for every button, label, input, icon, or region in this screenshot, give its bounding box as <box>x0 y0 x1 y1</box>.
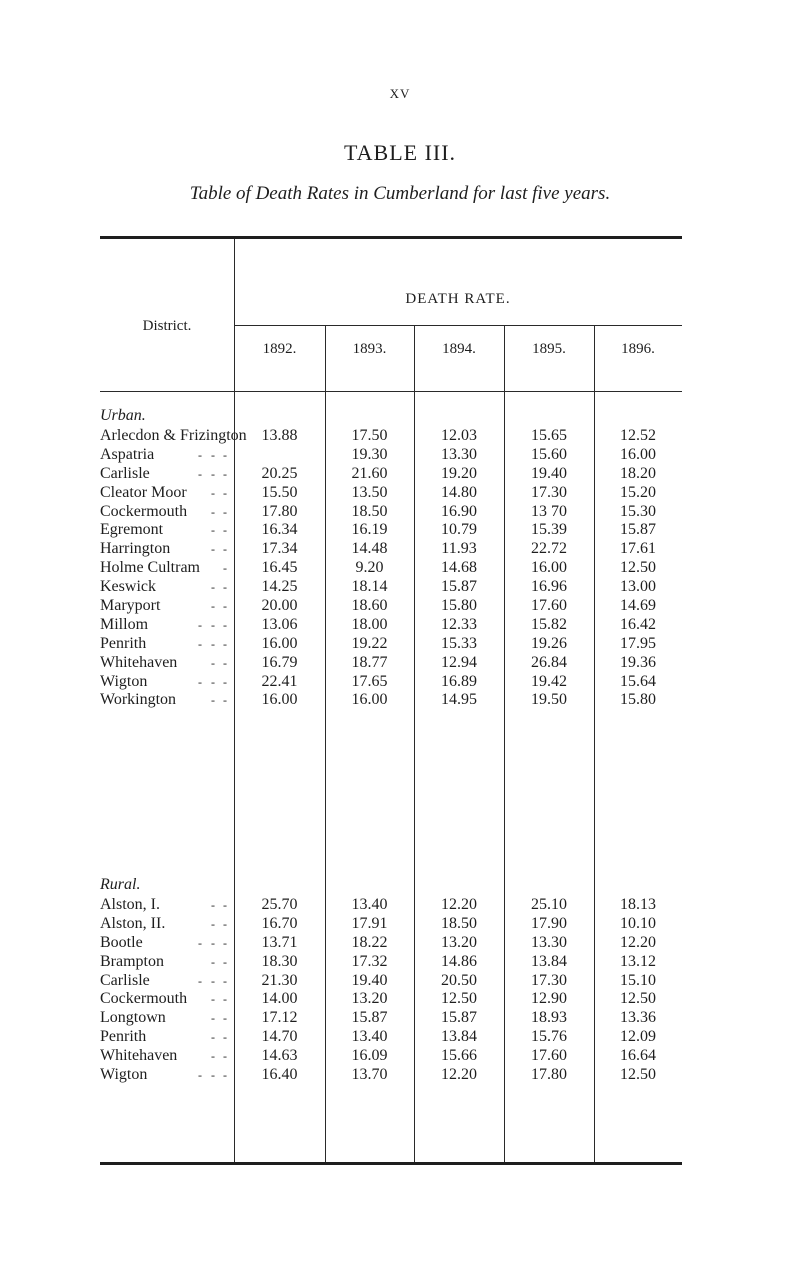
death-rate-cell: 13.00 <box>620 578 656 596</box>
district-name: Maryport <box>100 597 161 615</box>
district-name: Whitehaven <box>100 1047 178 1065</box>
death-rate-cell: 17.50 <box>351 427 388 444</box>
death-rate-cell: 16.90 <box>441 502 477 520</box>
death-rate-cell: 16.89 <box>441 672 477 690</box>
death-rate-cell: 20.25 <box>261 464 298 482</box>
death-rate-cell: 13.70 <box>351 1066 388 1084</box>
leader-dash: - <box>223 898 227 912</box>
death-rate-cell: 16.19 <box>351 521 388 539</box>
leader-dash: - <box>223 674 227 689</box>
death-rate-cell: 16.70 <box>261 914 298 932</box>
year-header-1892: 1892. <box>262 341 297 357</box>
death-rate-cell: 21.30 <box>261 971 298 989</box>
death-rate-cell: 12.50 <box>441 990 477 1008</box>
death-rate-cell: 15.65 <box>531 427 567 444</box>
death-rate-cell: 13.40 <box>351 1028 388 1046</box>
leader-dash: - <box>211 655 215 670</box>
death-rate-cell: 19.22 <box>351 634 388 652</box>
death-rate-cell: 15.30 <box>620 502 656 520</box>
death-rate-cell: 17.60 <box>531 1047 567 1065</box>
death-rate-cell: 16.00 <box>261 691 298 709</box>
death-rate-cell: 15.20 <box>620 483 656 501</box>
death-rate-cell: 13.71 <box>261 933 298 951</box>
table-row <box>100 1066 682 1085</box>
district-name: Cleator Moor <box>100 483 187 501</box>
leader-dash: - <box>198 1068 202 1083</box>
death-rate-cell: 19.26 <box>531 634 567 652</box>
table-row <box>100 673 682 692</box>
death-rate-cell: 12.20 <box>441 896 477 913</box>
leader-dash: - <box>223 655 227 670</box>
district-name: Alston, II. <box>100 914 166 932</box>
death-rate-cell: 13.88 <box>261 427 298 444</box>
death-rate-cell: 16.09 <box>351 1047 388 1065</box>
district-name: Holme Cultram <box>100 559 200 577</box>
death-rate-cell: 16.45 <box>261 559 298 577</box>
table-row <box>100 1009 682 1028</box>
district-name: Egremont <box>100 521 164 539</box>
leader-dash: - <box>211 636 215 651</box>
death-rate-cell: 15.60 <box>531 445 567 463</box>
table-row <box>100 465 682 484</box>
death-rate-cell: 14.69 <box>620 597 656 615</box>
death-rate-cell: 16.00 <box>531 559 567 577</box>
death-rate-cell: 16.96 <box>531 578 567 596</box>
death-rate-cell: 18.20 <box>620 464 656 482</box>
district-name: Harrington <box>100 540 171 558</box>
death-rate-cell: 12.03 <box>441 427 477 444</box>
table-row <box>100 540 682 559</box>
death-rate-cell: 13 70 <box>531 502 567 520</box>
leader-dash: - <box>223 1049 227 1064</box>
table-row <box>100 1047 682 1066</box>
death-rate-cell: 19.50 <box>531 691 567 709</box>
death-rate-cell: 15.50 <box>261 483 298 501</box>
district-name: Aspatria <box>100 445 155 463</box>
table-row <box>100 915 682 934</box>
leader-dash: - <box>211 1011 215 1026</box>
death-rate-cell: 17.65 <box>351 672 388 690</box>
death-rate-cell: 13.06 <box>261 615 298 633</box>
death-rate-cell: 16.00 <box>351 691 388 709</box>
section-label-rural: Rural. <box>100 876 141 893</box>
death-rate-cell: 14.63 <box>261 1047 298 1065</box>
table-bottom-rule <box>100 1162 682 1165</box>
district-name: Bootle <box>100 933 143 951</box>
district-name: Brampton <box>100 952 164 970</box>
leader-dash: - <box>211 523 215 538</box>
leader-dash: - <box>223 1030 227 1045</box>
leader-dash: - <box>223 523 227 538</box>
leader-dash: - <box>223 1068 227 1083</box>
death-rate-cell: 18.00 <box>351 615 388 633</box>
death-rate-cell: 15.66 <box>441 1047 477 1065</box>
leader-dash: - <box>211 935 215 950</box>
page-number: XV <box>389 86 411 101</box>
table-row <box>100 654 682 673</box>
death-rate-cell: 18.93 <box>531 1009 567 1027</box>
district-name: Cockermouth <box>100 502 188 520</box>
death-rate-cell: 12.90 <box>531 990 567 1008</box>
leader-dash: - <box>211 617 215 632</box>
table-title: TABLE III. <box>343 140 457 165</box>
death-rate-cell: 18.50 <box>351 502 388 520</box>
death-rate-cell: 22.41 <box>261 672 298 690</box>
death-rate-cell: 20.00 <box>261 597 298 615</box>
death-rate-cell: 11.93 <box>441 540 477 558</box>
death-rate-cell: 18.22 <box>351 933 388 951</box>
death-rate-cell: 19.40 <box>531 464 567 482</box>
death-rate-cell: 13.30 <box>531 933 567 951</box>
district-name: Whitehaven <box>100 653 178 671</box>
death-rate-cell: 10.79 <box>441 521 477 539</box>
death-rate-cell: 18.50 <box>441 914 477 932</box>
death-rate-cell: 19.40 <box>351 971 388 989</box>
death-rate-cell: 12.50 <box>620 990 656 1008</box>
death-rate-cell: 18.30 <box>261 952 298 970</box>
death-rate-cell: 13.20 <box>351 990 388 1008</box>
rural-rows <box>100 896 682 1085</box>
section-label-urban: Urban. <box>100 407 146 424</box>
death-rate-cell: 14.00 <box>261 990 298 1008</box>
death-rate-cell: 18.60 <box>351 597 388 615</box>
district-name: Carlisle <box>100 971 150 989</box>
death-rate-cell: 16.40 <box>261 1066 298 1084</box>
death-rate-cell: 16.79 <box>261 653 298 671</box>
death-rate-cell: 26.84 <box>531 653 567 671</box>
leader-dash: - <box>223 636 227 651</box>
header-divider <box>234 325 682 326</box>
death-rate-cell: 17.61 <box>620 540 656 558</box>
leader-dash: - <box>198 466 202 481</box>
death-rate-cell: 18.14 <box>351 578 388 596</box>
year-header-1894: 1894. <box>442 341 476 357</box>
leader-dash: - <box>211 466 215 481</box>
leader-dash: - <box>211 485 215 500</box>
death-rate-cell: 16.00 <box>261 634 298 652</box>
death-rate-cell: 15.87 <box>351 1009 388 1027</box>
table-row <box>100 503 682 522</box>
leader-dash: - <box>198 617 202 632</box>
leader-dash: - <box>223 617 227 632</box>
district-name: Longtown <box>100 1009 166 1027</box>
death-rate-cell: 15.10 <box>620 971 656 989</box>
leader-dash: - <box>211 580 215 595</box>
death-rate-cell: 16.64 <box>620 1047 656 1065</box>
death-rate-cell: 15.39 <box>531 521 567 539</box>
leader-dash: - <box>211 954 215 969</box>
death-rate-cell: 17.80 <box>531 1066 567 1084</box>
death-rate-cell: 15.87 <box>441 578 477 596</box>
district-name: Penrith <box>100 634 147 652</box>
table-row <box>100 521 682 540</box>
death-rate-cell: 12.50 <box>620 1066 656 1084</box>
death-rate-cell: 12.52 <box>620 427 656 444</box>
leader-dash: - <box>223 693 227 708</box>
death-rate-cell: 17.30 <box>531 483 567 501</box>
death-rate-cell: 14.95 <box>441 691 477 709</box>
leader-dash: - <box>211 447 215 462</box>
district-name: Millom <box>100 615 149 633</box>
table-row <box>100 990 682 1009</box>
table-row <box>100 953 682 972</box>
district-name: Keswick <box>100 578 156 596</box>
death-rate-cell: 12.20 <box>620 933 656 951</box>
district-name: Penrith <box>100 1028 147 1046</box>
death-rate-cell: 14.48 <box>351 540 388 558</box>
leader-dash: - <box>223 599 227 614</box>
leader-dash: - <box>223 485 227 500</box>
leader-dash: - <box>198 935 202 950</box>
leader-dash: - <box>211 1030 215 1045</box>
death-rate-cell: 15.64 <box>620 672 656 690</box>
death-rate-cell: 9.20 <box>355 559 384 577</box>
death-rate-cell: 15.76 <box>531 1028 567 1046</box>
death-rate-cell: 17.91 <box>351 914 388 932</box>
death-rate-cell: 14.86 <box>441 952 477 970</box>
leader-dash: - <box>198 447 202 462</box>
death-rate-cell: 25.70 <box>261 896 298 913</box>
district-name: Wigton <box>100 672 148 690</box>
death-rate-cell: 19.20 <box>441 464 477 482</box>
death-rate-cell: 12.50 <box>620 559 656 577</box>
death-rate-cell: 15.33 <box>441 634 477 652</box>
table-row <box>100 597 682 616</box>
death-rate-cell: 15.82 <box>531 615 567 633</box>
death-rate-cell: 16.42 <box>620 615 656 633</box>
district-name: Carlisle <box>100 464 150 482</box>
table-top-rule <box>100 236 682 239</box>
leader-dash: - <box>211 916 215 931</box>
death-rate-cell: 16.00 <box>620 445 656 463</box>
death-rate-cell: 15.87 <box>441 1009 477 1027</box>
death-rate-cell: 17.34 <box>261 540 298 558</box>
death-rate-cell: 13.20 <box>441 933 477 951</box>
death-rate-cell: 17.12 <box>261 1009 298 1027</box>
table-row <box>100 559 682 578</box>
death-rate-cell: 15.80 <box>441 597 477 615</box>
death-rate-cell: 18.13 <box>620 896 656 913</box>
table-row <box>100 691 682 710</box>
leader-dash: - <box>211 504 215 519</box>
year-header-1896: 1896. <box>621 341 655 357</box>
leader-dash: - <box>211 898 215 912</box>
leader-dash: - <box>223 447 227 462</box>
leader-dash: - <box>223 935 227 950</box>
leader-dash: - <box>198 674 202 689</box>
year-header-1893: 1893. <box>352 341 387 357</box>
death-rate-cell: 17.30 <box>531 971 567 989</box>
death-rate-cell: 13.40 <box>351 896 388 913</box>
district-name: Wigton <box>100 1066 148 1084</box>
leader-dash: - <box>211 599 215 614</box>
urban-rows <box>100 427 682 710</box>
death-rate-cell: 21.60 <box>351 464 388 482</box>
death-rate-cell: 14.25 <box>261 578 298 596</box>
table-row <box>100 578 682 597</box>
death-rate-cell: 17.95 <box>620 634 656 652</box>
death-rate-header: DEATH RATE. <box>405 291 511 307</box>
death-rate-cell: 17.80 <box>261 502 298 520</box>
leader-dash: - <box>223 1011 227 1026</box>
leader-dash: - <box>211 693 215 708</box>
death-rate-cell: 12.20 <box>441 1066 477 1084</box>
death-rate-cell: 12.09 <box>620 1028 656 1046</box>
death-rate-cell: 14.70 <box>261 1028 298 1046</box>
death-rate-cell: 10.10 <box>620 914 656 932</box>
death-rate-cell: 17.32 <box>351 952 388 970</box>
district-name: Cockermouth <box>100 990 188 1008</box>
leader-dash: - <box>223 992 227 1007</box>
leader-dash: - <box>211 1049 215 1064</box>
death-rate-cell: 22.72 <box>531 540 567 558</box>
death-rate-cell: 25.10 <box>531 896 567 913</box>
leader-dash: - <box>223 954 227 969</box>
death-rate-cell: 16.34 <box>261 521 298 539</box>
leader-dash: - <box>223 916 227 931</box>
district-name: Workington <box>100 691 177 709</box>
district-name: Alston, I. <box>100 896 160 913</box>
death-rate-cell: 14.68 <box>441 559 477 577</box>
death-rate-cell: 15.80 <box>620 691 656 709</box>
table-row <box>100 934 682 953</box>
death-rate-cell: 13.36 <box>620 1009 656 1027</box>
death-rate-cell: 14.80 <box>441 483 477 501</box>
table-row <box>100 896 682 915</box>
death-rate-cell: 13.50 <box>351 483 388 501</box>
leader-dash: - <box>211 674 215 689</box>
table-row <box>100 1028 682 1047</box>
leader-dash: - <box>211 973 215 988</box>
death-rate-cell: 13.84 <box>531 952 567 970</box>
leader-dash: - <box>211 992 215 1007</box>
death-rate-cell: 15.87 <box>620 521 656 539</box>
leader-dash: - <box>223 542 227 557</box>
leader-dash: - <box>211 542 215 557</box>
table-row <box>100 616 682 635</box>
death-rate-cell: 19.30 <box>351 445 388 463</box>
leader-dash: - <box>198 636 202 651</box>
leader-dash: - <box>223 466 227 481</box>
leader-dash: - <box>223 504 227 519</box>
death-rate-cell: 19.42 <box>531 672 567 690</box>
table-row <box>100 427 682 446</box>
table-row <box>100 635 682 654</box>
death-rate-cell: 17.60 <box>531 597 567 615</box>
year-header-1895: 1895. <box>532 341 566 357</box>
death-rate-cell: 18.77 <box>351 653 388 671</box>
death-rate-cell: 13.12 <box>620 952 656 970</box>
district-name: Arlecdon & Frizington <box>100 427 247 444</box>
leader-dash: - <box>223 561 227 576</box>
death-rate-cell: 12.33 <box>441 615 477 633</box>
table-subtitle: Table of Death Rates in Cumberland for last five years. <box>189 183 611 204</box>
death-rate-cell: 19.36 <box>620 653 656 671</box>
death-rate-cell: 17.90 <box>531 914 567 932</box>
leader-dash: - <box>223 973 227 988</box>
district-header: District. <box>142 318 192 334</box>
table-row <box>100 484 682 503</box>
leader-dash: - <box>223 580 227 595</box>
death-rate-cell: 13.30 <box>441 445 477 463</box>
leader-dash: - <box>211 1068 215 1083</box>
table-row <box>100 972 682 991</box>
table-row <box>100 446 682 465</box>
death-rate-cell: 13.84 <box>441 1028 477 1046</box>
death-rate-cell: 12.94 <box>441 653 477 671</box>
leader-dash: - <box>198 973 202 988</box>
death-rate-cell: 20.50 <box>441 971 477 989</box>
